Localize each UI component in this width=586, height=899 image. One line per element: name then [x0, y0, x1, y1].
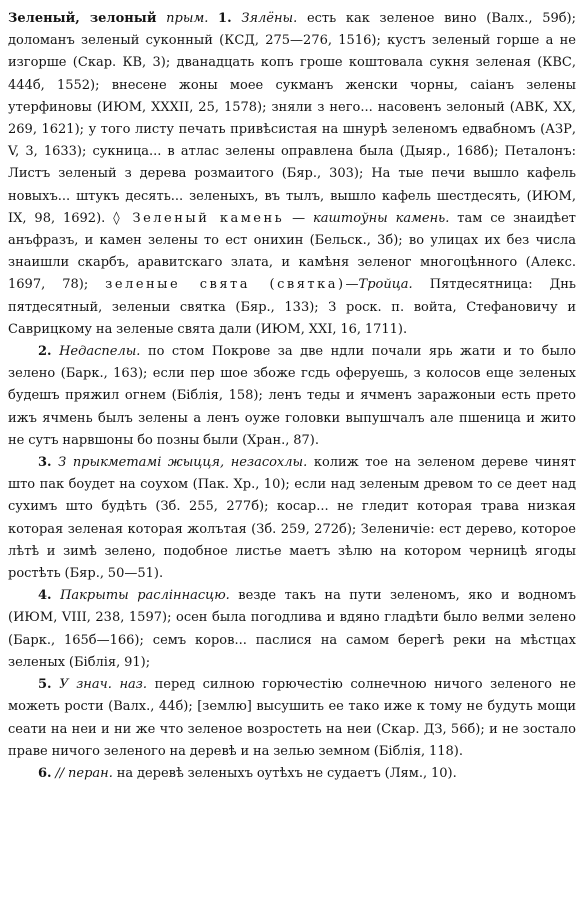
sense-gloss: Зялёны.: [241, 11, 298, 26]
sense-gloss: З прыкметамі жыцця, незасохлы.: [58, 455, 308, 471]
sense-citations: на деревѣ зеленыхъ оутѣхъ не судаетъ (Лям., 10).: [112, 765, 457, 781]
entry-sense-4: [8, 585, 576, 674]
phrase-headword: ◊ Зеленый камень: [113, 210, 285, 226]
sense-gloss: // перан.: [55, 765, 113, 781]
phrase-gloss: Тройца.: [358, 277, 413, 293]
sense-gloss: Пакрыты раслiннасцю.: [60, 588, 230, 604]
sense-citations: везде такъ на пути зеленомъ, яко и водномъ (ИЮМ, VIII, 238, 1597); осен была погодлива и вдяно гладѣти было велми зелено (Барк., 165б—166); семъ коров... паслися на самом берегѣ реки на мѣстцах зеленых (Біблія, 91);: [8, 588, 576, 670]
entry-headword: Зеленый, зелоный: [8, 11, 157, 26]
entry-part-of-speech: прым.: [166, 11, 209, 26]
sense-citations: по стом Покрове за две ндли почали ярь жати и то было зелено (Барк., 163); если пер шое збоже гсдь оферуешь, з колосов еще зеленых будешъ пряжил огнем (Біблія, 158); ленъ теды и ячменъ заражоныи есть прето ижъ ячмень былъ зелены а ленъ оуже головки выпушчалъ але пшеница и жито не сутъ нарвшоны бо позны были (Хран., 87).: [8, 344, 576, 448]
entry-sense-2: [8, 341, 576, 452]
entry-sense-5: [8, 674, 576, 763]
sense-gloss: У знач. наз.: [59, 677, 147, 693]
sense-number: 2.: [38, 344, 52, 360]
phrase-citations: Пятдесятница: Днь пятдесятный, зеленыи святка (Бяр., 133); З роск. п. войта, Стефановичу и Саврицкому на зеленые свята дали (ИЮМ, XXI, 16, 1711).: [8, 277, 576, 337]
sense-number: 5.: [38, 677, 52, 693]
sense-number: 3.: [38, 455, 52, 471]
phrase-dash: —: [345, 277, 359, 293]
phrase-gloss: каштоўны камень.: [313, 210, 450, 226]
sense-citations: перед силною горючестію солнечною ничого зеленого не можеть рости (Валх., 44б); [землю] высушить ее тако иже к тому не будуть мощи сеати на неи и ни же что зеленое возростеть на неи (Скар. ДЗ, 56б); и не зостало праве ничого зеленого на деревѣ и на зелью земном (Біблія, 118).: [8, 677, 576, 759]
sense-citations: есть как зеленое вино (Валх., 59б); доломанъ зеленый суконный (КСД, 275—276, 1516); кустъ зеленый горше а не изгорше (Скар. КВ, 3); дванадцать копъ гроше коштовала сукня зеленая (КВС, 444б, 1552); внесене жоны моее сукманъ женски чорны, саiанъ зелены утерфиновы (ИЮМ, XXXII, 25, 1578); зняли з него... насовенъ зелоный (АВК, XX, 269, 1621); у того листу печать привѣсистая на шнурѣ зеленомъ едвабномъ (АЗР, V, 3, 1633); сукница... в атлас зелены оправлена была (Дыяр., 168б); Петалонъ: Листъ зеленый з дерева розмаитого (Бяр., 303); На тые печи вышло кафель новыхъ... штукъ десять... зеленыхъ, въ тылъ, вышло кафель шестдесять, (ИЮМ, IX, 98, 1692).: [8, 11, 577, 226]
entry-sense-1: [8, 8, 576, 341]
entry-sense-3: [8, 452, 576, 585]
phrase-dash: —: [284, 210, 314, 226]
phrase-headword: зеленые свята (святка): [105, 277, 346, 293]
sense-number: 6.: [38, 765, 52, 781]
sense-number: 1.: [218, 11, 232, 26]
sense-number: 4.: [38, 588, 52, 604]
phrase-citations: там се знаидѣет анъфразъ, и камен зелены то ест онихин (Бельск., 3б); во улицах их без числа знаишли скарбъ, аравитскаго злата, и камѣня зеленог многоцѣнного (Алекс. 1697, 78);: [8, 210, 576, 293]
sense-citations: колиж тое на зеленом дереве чинят што пак боудет на соухом (Пак. Хр., 10); если над зеленым древом то се деет над сухимъ што будѣть (Зб. 255, 277б); косар... не гледит которая трава низкая которая зеленая которая жолътая (Зб. 259, 272б); Зеленичіе: ест дерево, которое лѣтѣ и зимѣ зелено, подобное листье маетъ зѣлю на котором черницѣ ягоды ростѣть (Бяр., 50—51).: [8, 455, 576, 582]
sense-gloss: Недаспелы.: [59, 344, 141, 360]
entry-sense-6: [8, 763, 576, 785]
